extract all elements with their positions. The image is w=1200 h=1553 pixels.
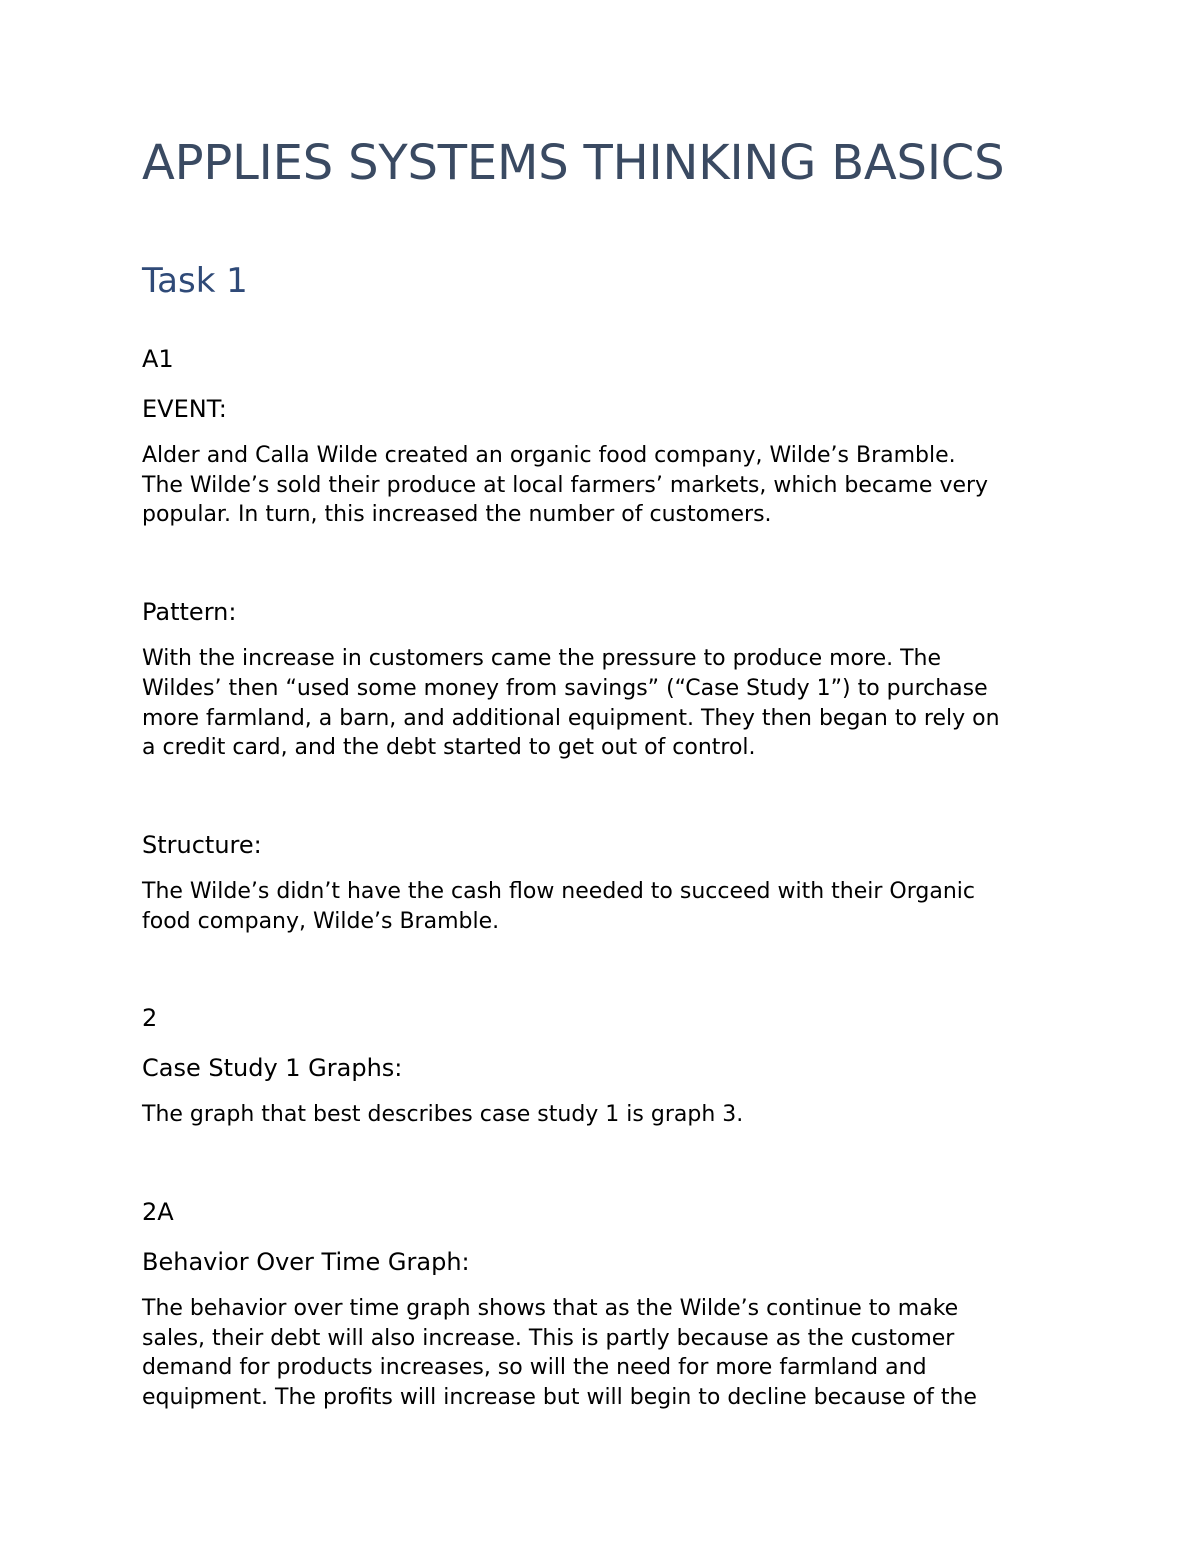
pattern-line: more farmland, a barn, and additional equipment. They then began to rely on — [142, 705, 1000, 731]
structure-label: Structure: — [142, 830, 262, 859]
behavior-line: equipment. The profits will increase but will begin to decline because of the — [142, 1385, 977, 1411]
structure-paragraph — [142, 877, 1072, 936]
structure-line: food company, Wilde’s Bramble. — [142, 908, 500, 934]
behavior-over-time-label: Behavior Over Time Graph: — [142, 1248, 470, 1277]
document-content — [142, 130, 1072, 1413]
document-title: APPLIES SYSTEMS THINKING BASICS — [142, 135, 1005, 191]
pattern-line: a credit card, and the debt started to get out of control. — [142, 735, 756, 761]
case-study-line: The graph that best describes case study 1 is graph 3. — [142, 1102, 744, 1128]
section-number-2a: 2A — [142, 1198, 174, 1227]
case-study-graphs-label: Case Study 1 Graphs: — [142, 1054, 403, 1083]
structure-line: The Wilde’s didn’t have the cash flow needed to succeed with their Organic — [142, 878, 975, 904]
event-line: The Wilde’s sold their produce at local farmers’ markets, which became very — [142, 472, 989, 498]
pattern-line: Wildes’ then “used some money from savings” (“Case Study 1”) to purchase — [142, 675, 988, 701]
behavior-line: sales, their debt will also increase. This is partly because as the customer — [142, 1325, 955, 1351]
pattern-line: With the increase in customers came the pressure to produce more. The — [142, 646, 942, 672]
behavior-line: The behavior over time graph shows that as the Wilde’s continue to make — [142, 1296, 959, 1322]
pattern-paragraph — [142, 644, 1072, 763]
section-number-a1: A1 — [142, 345, 174, 373]
pattern-label: Pattern: — [142, 598, 237, 627]
case-study-paragraph — [142, 1100, 1072, 1130]
behavior-line: demand for products increases, so will the need for more farmland and — [142, 1355, 927, 1381]
event-line: Alder and Calla Wilde created an organic food company, Wilde’s Bramble. — [142, 443, 956, 468]
event-label: EVENT: — [142, 395, 227, 423]
event-line: popular. In turn, this increased the number of customers. — [142, 502, 772, 528]
event-paragraph — [142, 441, 1072, 530]
task-heading: Task 1 — [142, 261, 248, 301]
behavior-paragraph — [142, 1294, 1072, 1413]
section-number-2: 2 — [142, 1004, 158, 1033]
